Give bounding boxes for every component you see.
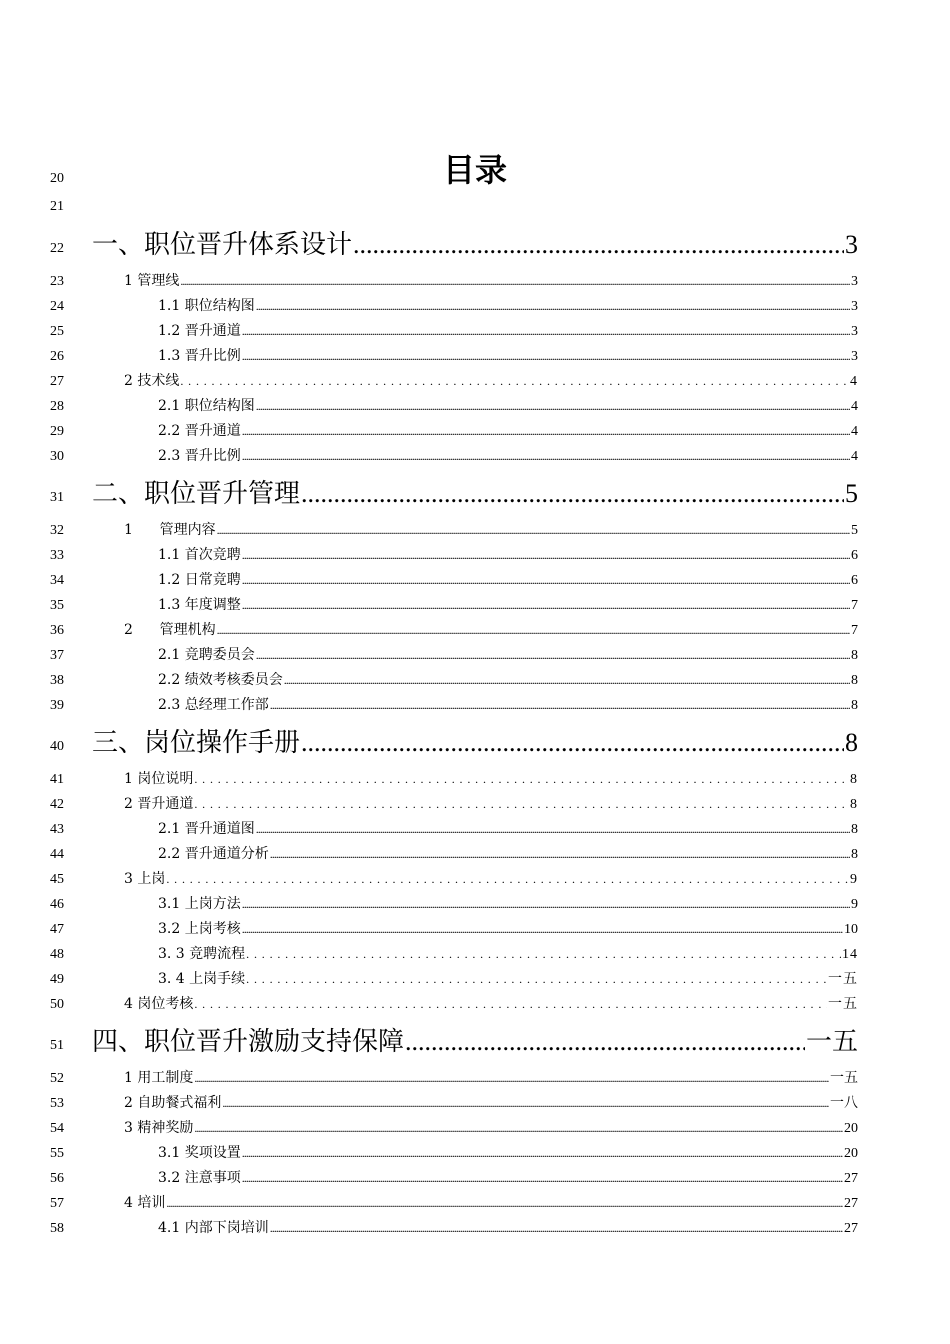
toc-entry-level2[interactable] — [124, 273, 858, 290]
dot-leader — [180, 373, 849, 389]
toc-entry-level3[interactable] — [158, 597, 858, 614]
line-number: 28 — [50, 399, 64, 414]
line-number: 44 — [50, 847, 64, 862]
toc-entry-text: 3. 4 上岗手续 — [158, 971, 246, 987]
line-number: 32 — [50, 523, 64, 538]
toc-page-number: 27 — [844, 1221, 858, 1236]
toc-entry-level2[interactable] — [124, 1070, 858, 1087]
toc-line — [0, 298, 950, 323]
toc-line — [0, 996, 950, 1021]
toc-entry-text: 2.2 绩效考核委员会 — [158, 672, 283, 688]
toc-page-number: 20 — [844, 1121, 858, 1136]
toc-entry-level3[interactable] — [158, 448, 858, 465]
toc-line — [0, 1195, 950, 1220]
dot-leader — [256, 398, 850, 414]
line-number: 35 — [50, 598, 64, 613]
toc-entry-level2[interactable] — [124, 1195, 858, 1212]
dot-leader — [166, 1195, 843, 1211]
dot-leader — [242, 423, 850, 439]
toc-page-number: 5 — [845, 479, 858, 508]
dot-leader — [180, 273, 850, 289]
toc-line — [0, 896, 950, 921]
toc-page-number: 一五 — [805, 1027, 858, 1056]
toc-line — [0, 398, 950, 423]
toc-entry-level1[interactable] — [92, 479, 858, 509]
toc-entry-text: 1.3 晋升比例 — [158, 348, 241, 364]
dot-leader — [194, 1120, 843, 1136]
toc-entry-text: 1.1 职位结构图 — [158, 298, 255, 314]
toc-entry-text: 1.1 首次竞聘 — [158, 547, 241, 563]
toc-entry-text: 2 技术线 — [124, 373, 180, 389]
line-number: 58 — [50, 1221, 64, 1236]
toc-page-number: 5 — [851, 523, 858, 538]
toc-entry-level2[interactable] — [124, 522, 858, 539]
toc-line — [0, 647, 950, 672]
toc-entry-text: 1 用工制度 — [124, 1070, 194, 1086]
toc-line — [0, 1220, 950, 1245]
toc-line — [0, 423, 950, 448]
toc-entry-text: 4 培训 — [124, 1195, 166, 1211]
dot-leader — [284, 672, 850, 688]
toc-line — [0, 1070, 950, 1095]
line-number: 51 — [50, 1038, 64, 1053]
line-number: 30 — [50, 449, 64, 464]
line-number: 56 — [50, 1171, 64, 1186]
line-number: 41 — [50, 772, 64, 787]
toc-entry-text: 1.3 年度调整 — [158, 597, 241, 613]
toc-entry-text: 1 岗位说明 — [124, 771, 194, 787]
toc-entry-level2[interactable] — [124, 1120, 858, 1137]
toc-page-number: 4 — [851, 424, 858, 439]
line-number: 26 — [50, 349, 64, 364]
toc-entry-level2[interactable] — [124, 1095, 858, 1112]
toc-entry-text: 2 自助餐式福利 — [124, 1095, 222, 1111]
toc-line — [0, 921, 950, 946]
toc-entry-text: 3.2 注意事项 — [158, 1170, 241, 1186]
dot-leader — [242, 1145, 843, 1161]
line-number: 49 — [50, 972, 64, 987]
line-number: 22 — [50, 241, 64, 256]
dot-leader — [242, 597, 850, 613]
dot-leader — [246, 946, 841, 962]
toc-line — [0, 597, 950, 622]
toc-line — [0, 1095, 950, 1120]
toc-page-number: 3 — [851, 274, 858, 289]
toc-entry-text: 2 管理机构 — [124, 622, 216, 638]
toc-line — [0, 1120, 950, 1145]
line-number: 37 — [50, 648, 64, 663]
dot-leader — [194, 771, 849, 787]
toc-page-number: 8 — [851, 673, 858, 688]
line-number: 25 — [50, 324, 64, 339]
toc-line — [0, 348, 950, 373]
toc-entry-level3[interactable] — [158, 547, 858, 564]
line-number: 34 — [50, 573, 64, 588]
dot-leader — [256, 821, 850, 837]
toc-entry-text: 三、岗位操作手册 — [92, 728, 301, 758]
dot-leader — [270, 1220, 843, 1236]
toc-page-number: 一五 — [830, 1071, 858, 1086]
toc-entry-text: 一、职位晋升体系设计 — [92, 230, 353, 260]
toc-page-number: 一五 — [828, 997, 858, 1012]
dot-leader — [217, 522, 850, 538]
dot-leader — [405, 1027, 805, 1057]
toc-entry-text: 2.1 竞聘委员会 — [158, 647, 255, 663]
line-number: 52 — [50, 1071, 64, 1086]
toc-entry-level3[interactable] — [158, 821, 858, 838]
toc-line — [0, 796, 950, 821]
toc-page-number: 9 — [850, 872, 858, 887]
toc-entry-text: 四、职位晋升激励支持保障 — [92, 1027, 405, 1057]
toc-entry-text: 1.2 日常竞聘 — [158, 572, 241, 588]
toc-line — [0, 871, 950, 896]
line-number: 38 — [50, 673, 64, 688]
toc-entry-level3[interactable] — [158, 398, 858, 415]
line-number: 57 — [50, 1196, 64, 1211]
toc-page-number: 8 — [850, 797, 858, 812]
dot-leader — [166, 871, 849, 887]
toc-page-number: 8 — [845, 728, 858, 757]
line-number: 46 — [50, 897, 64, 912]
dot-leader — [242, 572, 850, 588]
toc-entry-level2[interactable] — [124, 796, 858, 813]
dot-leader — [301, 479, 844, 509]
dot-leader — [222, 1095, 829, 1111]
dot-leader — [242, 547, 850, 563]
toc-page-number: 10 — [844, 922, 858, 937]
toc-entry-level3[interactable] — [158, 423, 858, 440]
toc-entry-level3[interactable] — [158, 896, 858, 913]
toc-page-number: 27 — [844, 1196, 858, 1211]
toc-page-number: 6 — [851, 573, 858, 588]
toc-entry-text: 2.3 晋升比例 — [158, 448, 241, 464]
toc-page-number: 8 — [851, 648, 858, 663]
toc-line — [0, 448, 950, 473]
toc-entry-text: 2.2 晋升通道分析 — [158, 846, 269, 862]
toc-line — [0, 373, 950, 398]
toc-page-number: 4 — [851, 449, 858, 464]
toc-page-number: 3 — [851, 324, 858, 339]
toc-entry-text: 3.1 奖项设置 — [158, 1145, 241, 1161]
toc-entry-text: 2.2 晋升通道 — [158, 423, 241, 439]
line-number: 43 — [50, 822, 64, 837]
dot-leader — [194, 996, 827, 1012]
toc-entry-text: 二、职位晋升管理 — [92, 479, 301, 509]
toc-line — [0, 273, 950, 298]
toc-entry-level3[interactable] — [158, 323, 858, 340]
line-number: 53 — [50, 1096, 64, 1111]
line-number: 29 — [50, 424, 64, 439]
toc-line — [0, 622, 950, 647]
toc-entry-level3[interactable] — [158, 1220, 858, 1237]
dot-leader — [246, 971, 827, 987]
dot-leader — [256, 647, 850, 663]
dot-leader — [256, 298, 850, 314]
toc-entry-level3[interactable] — [158, 1145, 858, 1162]
toc-entry-text: 1 管理线 — [124, 273, 180, 289]
toc-page-number: 9 — [851, 897, 858, 912]
toc-page-number: 27 — [844, 1171, 858, 1186]
toc-page-number: 8 — [851, 698, 858, 713]
toc-page-number: 7 — [851, 623, 858, 638]
toc-page-number: 一八 — [830, 1096, 858, 1111]
toc-line — [0, 672, 950, 697]
toc-entry-level1[interactable] — [92, 230, 858, 260]
dot-leader — [194, 1070, 829, 1086]
line-number: 27 — [50, 374, 64, 389]
toc-entry-text: 3.1 上岗方法 — [158, 896, 241, 912]
line-number: 40 — [50, 739, 64, 754]
toc-line — [0, 946, 950, 971]
toc-entry-level3[interactable] — [158, 647, 858, 664]
toc-entry-level3[interactable] — [158, 572, 858, 589]
line-number: 24 — [50, 299, 64, 314]
dot-leader — [217, 622, 850, 638]
toc-line — [0, 728, 950, 758]
line-number: 31 — [50, 490, 64, 505]
toc-line — [0, 821, 950, 846]
toc-entry-text: 4.1 内部下岗培训 — [158, 1220, 269, 1236]
line-number: 50 — [50, 997, 64, 1012]
toc-line — [0, 479, 950, 509]
dot-leader — [242, 323, 850, 339]
toc-line — [0, 846, 950, 871]
toc-line — [0, 230, 950, 260]
toc-entry-text: 2.3 总经理工作部 — [158, 697, 269, 713]
toc-entry-level1[interactable] — [92, 1027, 858, 1057]
dot-leader — [242, 348, 850, 364]
toc-entry-text: 2.1 晋升通道图 — [158, 821, 255, 837]
toc-entry-text: 3.2 上岗考核 — [158, 921, 241, 937]
toc-page-number: 6 — [851, 548, 858, 563]
dot-leader — [242, 921, 843, 937]
toc-entry-level2[interactable] — [124, 622, 858, 639]
line-number: 47 — [50, 922, 64, 937]
line-number: 54 — [50, 1121, 64, 1136]
line-number: 33 — [50, 548, 64, 563]
dot-leader — [242, 1170, 843, 1186]
toc-page-number: 3 — [851, 299, 858, 314]
toc-page-number: 20 — [844, 1146, 858, 1161]
toc-line — [0, 971, 950, 996]
dot-leader — [270, 846, 850, 862]
line-number: 55 — [50, 1146, 64, 1161]
toc-entry-level3[interactable] — [158, 1170, 858, 1187]
toc-page-number: 8 — [851, 822, 858, 837]
toc-entry-text: 3. 3 竞聘流程 — [158, 946, 246, 962]
line-number: 23 — [50, 274, 64, 289]
toc-line — [0, 1170, 950, 1195]
toc-line — [0, 323, 950, 348]
toc-page-number: 一五 — [828, 972, 858, 987]
toc-entry-level3[interactable] — [158, 946, 858, 963]
line-number: 39 — [50, 698, 64, 713]
toc-page-number: 3 — [851, 349, 858, 364]
toc-entry-level2[interactable] — [124, 871, 858, 888]
toc-entry-level2[interactable] — [124, 373, 858, 390]
toc-page-number: 7 — [851, 598, 858, 613]
toc-line — [0, 522, 950, 547]
toc-entry-text: 4 岗位考核 — [124, 996, 194, 1012]
toc-entry-level3[interactable] — [158, 921, 858, 938]
toc-entry-level3[interactable] — [158, 672, 858, 689]
dot-leader — [242, 448, 850, 464]
line-number: 45 — [50, 872, 64, 887]
dot-leader — [194, 796, 849, 812]
blank-line — [0, 198, 950, 223]
toc-entry-text: 2 晋升通道 — [124, 796, 194, 812]
toc-entry-text: 1.2 晋升通道 — [158, 323, 241, 339]
dot-leader — [242, 896, 850, 912]
toc-entry-level3[interactable] — [158, 348, 858, 365]
dot-leader — [301, 728, 844, 758]
title-line — [0, 151, 950, 193]
toc-entry-text: 3 上岗 — [124, 871, 166, 887]
toc-entry-level3[interactable] — [158, 298, 858, 315]
line-number: 20 — [50, 171, 64, 186]
toc-line — [0, 572, 950, 597]
toc-line — [0, 771, 950, 796]
toc-entry-level1[interactable] — [92, 728, 858, 758]
toc-entry-level3[interactable] — [158, 971, 858, 988]
line-number: 21 — [50, 199, 64, 214]
toc-page-number: 4 — [851, 399, 858, 414]
line-number: 42 — [50, 797, 64, 812]
toc-entry-level3[interactable] — [158, 697, 858, 714]
toc-page-number: 8 — [851, 847, 858, 862]
toc-entry-text: 2.1 职位结构图 — [158, 398, 255, 414]
toc-page-number: 3 — [845, 230, 858, 259]
toc-entry-text: 3 精神奖励 — [124, 1120, 194, 1136]
line-number: 48 — [50, 947, 64, 962]
toc-entry-text: 1 管理内容 — [124, 522, 216, 538]
toc-page-number: 8 — [850, 772, 858, 787]
dot-leader — [353, 230, 844, 260]
toc-line — [0, 1145, 950, 1170]
dot-leader — [270, 697, 850, 713]
toc-page-number: 4 — [850, 374, 858, 389]
toc-entry-level3[interactable] — [158, 846, 858, 863]
toc-line — [0, 1027, 950, 1057]
line-number: 36 — [50, 623, 64, 638]
toc-line — [0, 697, 950, 722]
toc-entry-level2[interactable] — [124, 996, 858, 1013]
toc-line — [0, 547, 950, 572]
toc-title: 目录 — [442, 151, 507, 189]
toc-entry-level2[interactable] — [124, 771, 858, 788]
toc-page-number: 14 — [842, 947, 858, 962]
